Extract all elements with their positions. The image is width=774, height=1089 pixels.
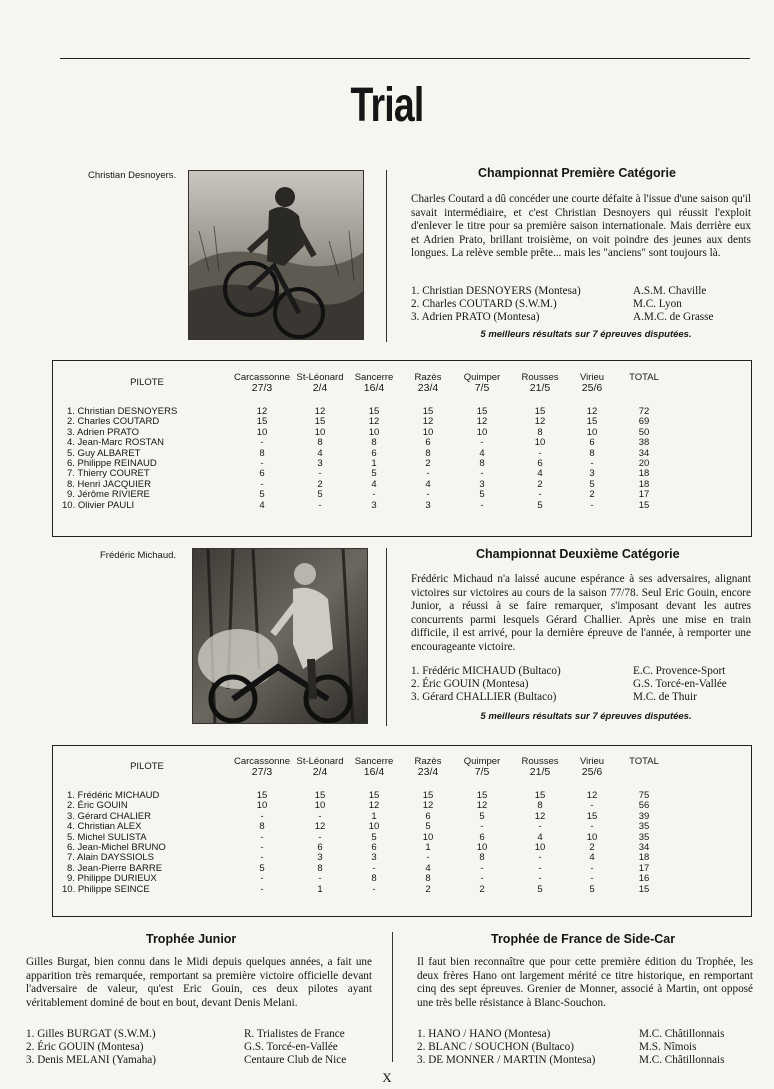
result-row: 1. Gilles BURGAT (S.W.M.) R. Trialistes de France — [26, 1028, 345, 1040]
score-cell: 12 — [534, 416, 546, 428]
score-cell: 8 — [317, 437, 323, 449]
score-cell: 6 — [425, 810, 431, 822]
score-cell: 3 — [371, 499, 377, 511]
score-cell: 2 — [589, 489, 595, 501]
score-cell: 8 — [537, 426, 543, 438]
score-cell: 6 — [537, 457, 543, 469]
pilot-name: 1. Frédéric MICHAUD — [67, 790, 160, 801]
total-cell: 50 — [638, 426, 650, 438]
score-cell: 6 — [371, 447, 377, 459]
score-cell: 10 — [586, 831, 598, 843]
score-cell: 8 — [589, 447, 595, 459]
score-cell: 12 — [586, 790, 598, 801]
score-cell: 6 — [589, 437, 595, 449]
score-cell: 15 — [476, 790, 488, 801]
column-header-name: St-Léonard — [296, 372, 344, 383]
score-cell: - — [480, 821, 484, 833]
total-cell: 16 — [638, 873, 650, 885]
score-cell: 4 — [371, 478, 377, 490]
score-cell: 15 — [422, 790, 434, 801]
score-cell: 15 — [534, 790, 546, 801]
score-cell: 4 — [589, 852, 595, 864]
score-cell: 1 — [425, 841, 431, 853]
result-row: 2. BLANC / SOUCHON (Bultaco) M.S. Nîmois — [417, 1041, 697, 1053]
pilot-name: 10. Philippe SEINCE — [62, 883, 150, 895]
total-cell: 15 — [638, 499, 650, 511]
score-cell: - — [426, 489, 430, 501]
column-header-date: 2/4 — [312, 382, 328, 395]
paragraph-deuxieme-categorie: Frédéric Michaud n'a laissé aucune espérance à ses adversaires, alignant victoires sur victoires au cours de la saison 77/78. Seul Eric Gouin, encore Junior, a réussi à se faire remarquer, s'imposant devant les autres concurrents parmi lesquels Gérard Challier. Après une mise en train difficile, il est arrivé, pour la dernière épreuve de l'année, à remporter une encourageante victoire. — [411, 573, 751, 653]
score-cell: 6 — [317, 841, 323, 853]
score-cell: 15 — [586, 810, 598, 822]
score-cell: - — [590, 800, 594, 812]
score-cell: - — [426, 852, 430, 864]
table-row — [62, 438, 742, 448]
score-cell: - — [260, 437, 264, 449]
score-cell: 15 — [534, 406, 546, 417]
column-header-date: 21/5 — [529, 382, 551, 395]
score-cell: 10 — [586, 426, 598, 438]
score-cell: - — [538, 862, 542, 874]
score-cell: - — [372, 489, 376, 501]
column-header-name: Carcassonne — [234, 372, 290, 383]
score-cell: 15 — [256, 416, 268, 428]
score-cell: - — [318, 499, 322, 511]
pilot-name: 5. Guy ALBARET — [67, 447, 141, 459]
score-cell: 10 — [368, 426, 380, 438]
score-cell: - — [260, 852, 264, 864]
score-cell: 3 — [425, 499, 431, 511]
score-cell: 3 — [589, 468, 595, 480]
table-row — [62, 490, 742, 500]
pilot-name: 7. Thierry COURET — [67, 468, 150, 480]
score-cell: 10 — [422, 831, 434, 843]
table-row — [62, 885, 742, 895]
column-header-name: TOTAL — [629, 372, 659, 383]
score-cell: 2 — [589, 841, 595, 853]
total-cell: 35 — [638, 821, 650, 833]
table-row — [62, 822, 742, 832]
score-cell: - — [480, 862, 484, 874]
score-cell: 12 — [256, 406, 268, 417]
column-header-name: Sancerre — [354, 372, 394, 383]
pilot-name: 7. Alain DAYSSIOLS — [67, 852, 154, 864]
score-cell: 1 — [317, 883, 323, 895]
score-cell: 8 — [371, 437, 377, 449]
pilot-column-header: PILOTE — [130, 377, 164, 388]
score-cell: 5 — [371, 831, 377, 843]
column-header-name: Razès — [414, 372, 442, 383]
pilot-name: 3. Adrien PRATO — [67, 426, 139, 438]
result-row: 3. Adrien PRATO (Montesa) A.M.C. de Grasse — [411, 311, 714, 323]
pilot-name: 5. Michel SULISTA — [67, 831, 147, 843]
pilot-name: 8. Jean-Pierre BARRE — [67, 862, 163, 874]
result-row: 2. Éric GOUIN (Montesa) G.S. Torcé-en-Vallée — [411, 678, 727, 690]
score-cell: 12 — [422, 800, 434, 812]
score-cell: 10 — [256, 426, 268, 438]
score-cell: 3 — [317, 457, 323, 469]
total-cell: 20 — [638, 457, 650, 469]
result-row: 2. Charles COUTARD (S.W.M.) M.C. Lyon — [411, 298, 682, 310]
score-cell: 12 — [476, 416, 488, 428]
score-cell: - — [538, 852, 542, 864]
pilot-name: 2. Charles COUTARD — [67, 416, 160, 428]
score-cell: 5 — [537, 883, 543, 895]
score-cell: - — [480, 499, 484, 511]
score-cell: 6 — [371, 841, 377, 853]
column-divider-1 — [386, 170, 387, 342]
photo-frederic-michaud — [192, 548, 368, 724]
score-cell: 8 — [479, 457, 485, 469]
paragraph-trophee-side-car: Il faut bien reconnaître que pour cette première édition du Trophée, les deux frères Hano ont largement mérité ce titre historique, en remportant cinq des sept épreuves. Grenier de Monner, associé à Martin, ont opposé une très belle résistance à Blanc-Souchon. — [417, 956, 753, 1009]
table-row — [62, 501, 742, 511]
score-cell: 10 — [368, 821, 380, 833]
score-cell: 5 — [259, 862, 265, 874]
note-deuxieme-categorie: 5 meilleurs résultats sur 7 épreuves disputées. — [480, 711, 692, 722]
score-cell: 3 — [317, 852, 323, 864]
column-header-date: 23/4 — [417, 382, 439, 395]
pilot-column-header: PILOTE — [130, 761, 164, 772]
score-cell: - — [318, 831, 322, 843]
photo-desnoyers-image — [189, 171, 364, 340]
table-2-content — [62, 757, 742, 912]
score-cell: - — [538, 447, 542, 459]
score-cell: 4 — [425, 478, 431, 490]
table-rows — [62, 407, 742, 511]
score-cell: 10 — [534, 841, 546, 853]
heading-deuxieme-categorie: Championnat Deuxième Catégorie — [476, 547, 680, 561]
results-premiere-categorie — [411, 285, 751, 324]
total-cell: 56 — [638, 800, 650, 812]
column-header-name: Virieu — [579, 372, 605, 383]
column-header-date: 25/6 — [581, 766, 603, 779]
score-cell: - — [590, 862, 594, 874]
column-header-name: Carcassonne — [234, 756, 290, 767]
total-cell: 39 — [638, 810, 650, 822]
result-row: 1. HANO / HANO (Montesa) M.C. Châtillonnais — [417, 1028, 725, 1040]
score-cell: 15 — [476, 406, 488, 417]
pilot-name: 3. Gérard CHALIER — [67, 810, 151, 822]
score-cell: - — [260, 831, 264, 843]
note-premiere-categorie: 5 meilleurs résultats sur 7 épreuves disputées. — [480, 329, 692, 340]
score-cell: 10 — [314, 426, 326, 438]
score-cell: - — [590, 457, 594, 469]
score-cell: 12 — [422, 416, 434, 428]
page-number: X — [382, 1070, 392, 1085]
score-cell: - — [372, 883, 376, 895]
score-cell: 4 — [317, 447, 323, 459]
pilot-name: 9. Jérôme RIVIERE — [67, 489, 150, 501]
column-header-date: 7/5 — [474, 382, 490, 395]
score-cell: 6 — [479, 831, 485, 843]
column-header-date: 16/4 — [363, 766, 385, 779]
column-header-name: TOTAL — [629, 756, 659, 767]
score-cell: 12 — [586, 406, 598, 417]
score-cell: 5 — [479, 489, 485, 501]
score-cell: - — [590, 873, 594, 885]
pilot-name: 10. Olivier PAULI — [62, 499, 135, 511]
photo-caption-1: Christian Desnoyers. — [88, 170, 177, 181]
score-cell: 8 — [425, 873, 431, 885]
top-rule — [60, 58, 750, 59]
score-cell: - — [318, 810, 322, 822]
pilot-name: 4. Jean-Marc ROSTAN — [67, 437, 164, 449]
heading-trophee-side-car: Trophée de France de Side-Car — [491, 932, 676, 946]
table-rows — [62, 791, 742, 895]
score-cell: - — [480, 873, 484, 885]
score-cell: 15 — [256, 790, 268, 801]
column-header-name: Razès — [414, 756, 442, 767]
score-cell: 6 — [259, 468, 265, 480]
results-deuxieme-categorie — [411, 665, 751, 704]
total-cell: 35 — [638, 831, 650, 843]
score-cell: 8 — [537, 800, 543, 812]
score-cell: 12 — [476, 800, 488, 812]
score-cell: - — [372, 862, 376, 874]
pilot-name: 8. Henri JACQUIER — [67, 478, 151, 490]
score-cell: 15 — [586, 416, 598, 428]
score-cell: - — [538, 489, 542, 501]
score-cell: 2 — [479, 883, 485, 895]
heading-premiere-categorie: Championnat Première Catégorie — [478, 166, 676, 180]
score-cell: - — [318, 468, 322, 480]
score-cell: 6 — [425, 437, 431, 449]
pilot-name: 6. Jean-Michel BRUNO — [67, 841, 166, 853]
score-cell: 3 — [479, 478, 485, 490]
column-header-date: 21/5 — [529, 766, 551, 779]
total-cell: 17 — [638, 862, 650, 874]
column-header-date: 27/3 — [251, 382, 273, 395]
score-cell: 15 — [314, 790, 326, 801]
table-1-content — [62, 373, 742, 533]
pilot-name: 4. Christian ALEX — [67, 821, 142, 833]
results-trophee-side-car — [417, 1028, 753, 1067]
heading-trophee-junior: Trophée Junior — [146, 932, 237, 946]
score-cell: 10 — [476, 841, 488, 853]
score-cell: - — [260, 810, 264, 822]
score-cell: 4 — [425, 862, 431, 874]
result-row: 3. Gérard CHALLIER (Bultaco) M.C. de Thuir — [411, 691, 697, 703]
column-header-name: Quimper — [463, 372, 501, 383]
score-cell: 8 — [371, 873, 377, 885]
score-cell: 5 — [589, 478, 595, 490]
score-cell: 10 — [534, 437, 546, 449]
score-cell: 12 — [314, 821, 326, 833]
score-cell: 3 — [371, 852, 377, 864]
score-cell: - — [318, 873, 322, 885]
column-header-name: Sancerre — [354, 756, 394, 767]
pilot-name: 9. Philippe DURIEUX — [67, 873, 157, 885]
result-row: 1. Frédéric MICHAUD (Bultaco) E.C. Provence-Sport — [411, 665, 726, 677]
score-cell: 10 — [256, 800, 268, 812]
score-cell: 1 — [371, 457, 377, 469]
score-cell: 5 — [479, 810, 485, 822]
score-cell: 12 — [314, 406, 326, 417]
score-cell: 1 — [371, 810, 377, 822]
score-cell: 10 — [476, 426, 488, 438]
score-cell: 5 — [371, 468, 377, 480]
pilot-name: 6. Philippe REINAUD — [67, 457, 157, 469]
score-cell: - — [590, 821, 594, 833]
score-cell: - — [260, 873, 264, 885]
column-header-date: 27/3 — [251, 766, 273, 779]
column-header-date: 25/6 — [581, 382, 603, 395]
total-cell: 18 — [638, 478, 650, 490]
score-cell: - — [260, 457, 264, 469]
photo-michaud-image — [193, 549, 368, 724]
score-cell: 15 — [368, 790, 380, 801]
result-row: 1. Christian DESNOYERS (Montesa) A.S.M. Chaville — [411, 285, 707, 297]
table-row — [62, 874, 742, 884]
score-cell: 2 — [317, 478, 323, 490]
score-cell: 15 — [314, 416, 326, 428]
page-title: Trial — [350, 79, 424, 132]
score-cell: 8 — [425, 447, 431, 459]
score-cell: 5 — [425, 821, 431, 833]
column-header — [604, 757, 684, 767]
column-header-date: 16/4 — [363, 382, 385, 395]
score-cell: 2 — [537, 478, 543, 490]
column-header-name: Rousses — [521, 372, 559, 383]
score-cell: 5 — [259, 489, 265, 501]
score-cell: 4 — [537, 468, 543, 480]
total-cell: 34 — [638, 841, 650, 853]
score-cell: 10 — [422, 426, 434, 438]
score-cell: 10 — [314, 800, 326, 812]
score-cell: - — [590, 499, 594, 511]
score-cell: 15 — [368, 406, 380, 417]
column-header-date: 2/4 — [312, 766, 328, 779]
score-cell: - — [480, 468, 484, 480]
column-header-name: Quimper — [463, 756, 501, 767]
total-cell: 18 — [638, 852, 650, 864]
score-cell: - — [480, 437, 484, 449]
photo-christian-desnoyers — [188, 170, 364, 340]
paragraph-premiere-categorie: Charles Coutard a dû concéder une courte défaite à l'issue d'une saison qu'il savait intermédiaire, et c'est Christian Desnoyers qui réussit l'exploit d'enlever le titre pour sa première saison internationale. Mais derrière eux et Adrien Prato, brillant troisième, on voit poindre des jeunes aux dents longues. La relève semble prête... mais les "anciens" sont toujours là. — [411, 193, 751, 260]
column-header-name: Virieu — [579, 756, 605, 767]
score-cell: 12 — [368, 416, 380, 428]
column-header-date: 7/5 — [474, 766, 490, 779]
score-cell: 8 — [259, 447, 265, 459]
score-cell: 5 — [537, 499, 543, 511]
score-cell: - — [538, 821, 542, 833]
score-cell: 5 — [589, 883, 595, 895]
total-cell: 69 — [638, 416, 650, 428]
pilot-name: 2. Éric GOUIN — [67, 800, 128, 812]
score-cell: 8 — [479, 852, 485, 864]
score-cell: 4 — [259, 499, 265, 511]
column-header-date: 23/4 — [417, 766, 439, 779]
result-row: 3. DE MONNER / MARTIN (Montesa) M.C. Châtillonnais — [417, 1054, 725, 1066]
column-header — [604, 373, 684, 383]
score-cell: 5 — [317, 489, 323, 501]
column-divider-3 — [392, 932, 393, 1062]
total-cell: 18 — [638, 468, 650, 480]
paragraph-trophee-junior: Gilles Burgat, bien connu dans le Midi depuis quelques années, a fait une apparition très remarquée, remportant sa première victoire officielle devant l'adversaire de valeur, qu'est Eric Gouin, ces deux pilotes ayant véritablement dominé de bout en bout, devant Denis Melani. — [26, 956, 372, 1009]
pilot-name: 1. Christian DESNOYERS — [67, 406, 178, 417]
score-cell: 8 — [259, 821, 265, 833]
result-row: 2. Éric GOUIN (Montesa) G.S. Torcé-en-Vallée — [26, 1041, 338, 1053]
score-cell: - — [260, 841, 264, 853]
score-cell: 15 — [422, 406, 434, 417]
score-cell: 2 — [425, 457, 431, 469]
score-cell: 4 — [479, 447, 485, 459]
results-trophee-junior — [26, 1028, 372, 1067]
total-cell: 75 — [638, 790, 650, 801]
score-cell: - — [260, 478, 264, 490]
total-cell: 72 — [638, 406, 650, 417]
column-header-name: St-Léonard — [296, 756, 344, 767]
total-cell: 17 — [638, 489, 650, 501]
column-divider-2 — [386, 548, 387, 726]
photo-caption-2: Frédéric Michaud. — [100, 550, 177, 561]
total-cell: 38 — [638, 437, 650, 449]
score-cell: 4 — [537, 831, 543, 843]
score-cell: 12 — [368, 800, 380, 812]
column-header-name: Rousses — [521, 756, 559, 767]
score-cell: 12 — [534, 810, 546, 822]
score-cell: - — [538, 873, 542, 885]
score-cell: - — [260, 883, 264, 895]
score-cell: 2 — [425, 883, 431, 895]
total-cell: 34 — [638, 447, 650, 459]
score-cell: - — [426, 468, 430, 480]
score-cell: 8 — [317, 862, 323, 874]
result-row: 3. Denis MELANI (Yamaha) Centaure Club de Nice — [26, 1054, 347, 1066]
total-cell: 15 — [638, 883, 650, 895]
